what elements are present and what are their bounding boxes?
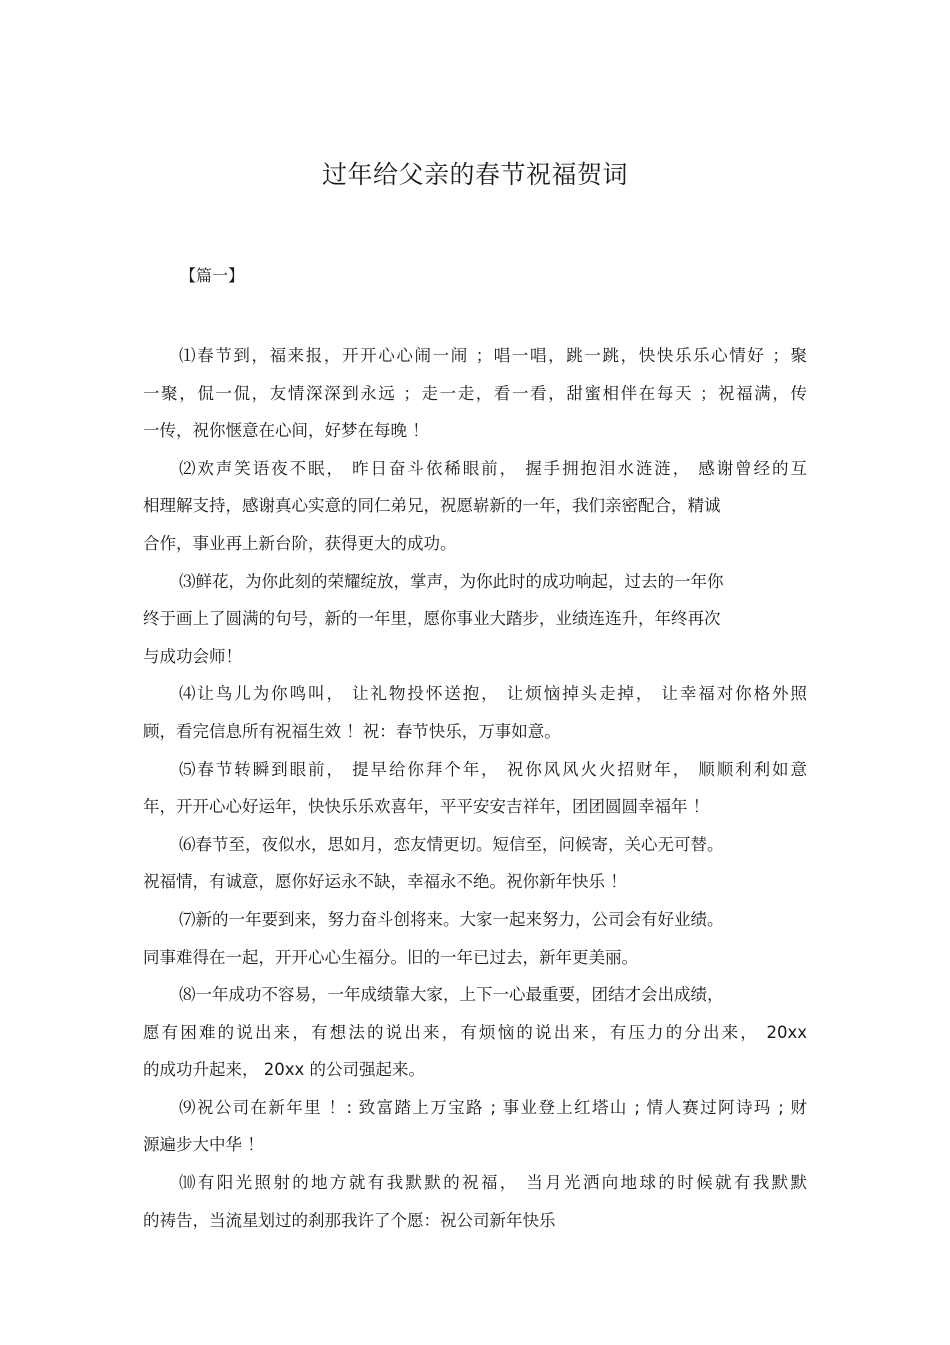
paragraph-line: 顾，看完信息所有祝福生效 ！祝：春节快乐，万事如意。 xyxy=(143,721,561,741)
paragraph-line: 一传，祝你惬意在心间，好梦在每晚 ！ xyxy=(143,421,429,441)
page-title: 过年给父亲的春节祝福贺词 xyxy=(321,160,628,189)
paragraph-8 xyxy=(143,976,807,1089)
paragraph-line: 愿有困难的说出来，有想法的说出来，有烦恼的说出来，有压力的分出来， 20xx xyxy=(143,1022,807,1042)
paragraph-line: ⑸春节转瞬到眼前， 提早给你拜个年， 祝你风风火火招财年， 顺顺利利如意 xyxy=(179,759,807,779)
paragraph-line: ⑵欢声笑语夜不眠， 昨日奋斗依稀眼前， 握手拥抱泪水涟涟， 感谢曾经的互 xyxy=(179,458,807,478)
paragraph-line: ⑹春节至，夜似水，思如月，恋友情更切。短信至，问候寄，关心无可替。 xyxy=(179,834,724,854)
paragraph-line: 的祷告，当流星划过的刹那我许了个愿：祝公司新年快乐 xyxy=(143,1210,556,1230)
paragraph-10 xyxy=(143,1164,807,1239)
paragraph-7 xyxy=(143,901,807,976)
paragraph-line: ⑴春节到，福来报，开开心心闹一闹 ；唱一唱，跳一跳，快快乐乐心情好 ；聚 xyxy=(179,346,807,365)
paragraph-3 xyxy=(143,563,807,676)
paragraph-line: 与成功会师！ xyxy=(143,646,242,666)
document-body xyxy=(143,337,807,1239)
paragraph-line: ⑻一年成功不容易，一年成绩靠大家，上下一心最重要，团结才会出成绩， xyxy=(179,985,724,1005)
paragraph-line: ⑺新的一年要到来，努力奋斗创将来。大家一起来努力，公司会有好业绩。 xyxy=(179,909,724,929)
paragraph-5 xyxy=(143,751,807,826)
paragraph-line: 一聚，侃一侃，友情深深到永远 ；走一走，看一看，甜蜜相伴在每天 ；祝福满，传 xyxy=(143,383,807,403)
paragraph-line: 终于画上了圆满的句号，新的一年里，愿你事业大踏步，业绩连连升，年终再次 xyxy=(143,609,721,629)
paragraph-line: 年，开开心心好运年，快快乐乐欢喜年，平平安安吉祥年，团团圆圆幸福年 ！ xyxy=(143,797,710,817)
paragraph-4 xyxy=(143,675,807,750)
paragraph-line: 祝福情，有诚意，愿你好运永不缺，幸福永不绝。祝你新年快乐 ！ xyxy=(143,872,627,892)
paragraph-line: 的成功升起来， 20xx 的公司强起来。 xyxy=(143,1060,426,1080)
section-label: 【篇一】 xyxy=(180,266,245,285)
paragraph-6 xyxy=(143,826,807,901)
paragraph-line: ⑷让鸟儿为你鸣叫， 让礼物投怀送抱， 让烦恼掉头走掉， 让幸福对你格外照 xyxy=(179,684,807,704)
paragraph-line: 相理解支持，感谢真心实意的同仁弟兄，祝愿崭新的一年，我们亲密配合，精诚 xyxy=(143,496,721,516)
paragraph-9 xyxy=(143,1089,807,1164)
paragraph-1 xyxy=(143,337,807,450)
paragraph-line: 源遍步大中华 ！ xyxy=(143,1135,264,1155)
paragraph-line: 同事难得在一起，开开心心生福分。旧的一年已过去，新年更美丽。 xyxy=(143,947,638,967)
paragraph-line: ⑶鲜花，为你此刻的荣耀绽放，掌声，为你此时的成功响起，过去的一年你 xyxy=(179,571,724,591)
paragraph-line: ⑼祝公司在新年里 ！: 致富踏上万宝路 ; 事业登上红塔山 ; 情人赛过阿诗玛 ; 财 xyxy=(179,1097,807,1117)
paragraph-2 xyxy=(143,450,807,563)
paragraph-line: 合作，事业再上新台阶，获得更大的成功。 xyxy=(143,533,457,553)
paragraph-line: ⑽有阳光照射的地方就有我默默的祝福， 当月光洒向地球的时候就有我默默 xyxy=(179,1173,807,1193)
